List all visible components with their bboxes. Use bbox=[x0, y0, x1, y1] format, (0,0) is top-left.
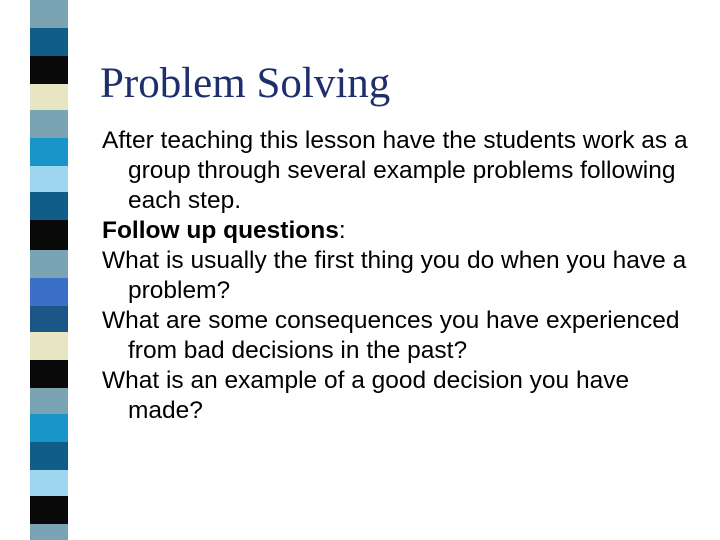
slide-title: Problem Solving bbox=[100, 60, 391, 107]
question-3: What is an example of a good decision you have made? bbox=[102, 367, 630, 424]
stripe-block bbox=[30, 524, 68, 540]
stripe-block bbox=[30, 414, 68, 442]
stripe-block bbox=[30, 496, 68, 524]
stripe-block bbox=[30, 110, 68, 138]
stripe-block bbox=[30, 138, 68, 166]
stripe-block bbox=[30, 442, 68, 470]
stripe-block bbox=[30, 220, 68, 250]
paragraph-follow-up-heading bbox=[102, 216, 702, 246]
stripe-block bbox=[30, 56, 68, 84]
stripe-block bbox=[30, 306, 68, 332]
stripe-block bbox=[30, 192, 68, 220]
stripe-block bbox=[30, 278, 68, 306]
stripe-block bbox=[30, 250, 68, 278]
stripe-block bbox=[30, 360, 68, 388]
stripe-block bbox=[30, 166, 68, 192]
stripe-block bbox=[30, 84, 68, 110]
stripe-block bbox=[30, 332, 68, 360]
slide-body bbox=[102, 126, 702, 426]
question-2: What are some consequences you have experienced from bad decisions in the past? bbox=[102, 307, 680, 364]
follow-up-heading-bold: Follow up questions bbox=[102, 217, 339, 244]
paragraph-intro: After teaching this lesson have the students work as a group through several example problems following each step. bbox=[102, 127, 688, 214]
decorative-color-stripe bbox=[30, 0, 68, 540]
question-1: What is usually the first thing you do when you have a problem? bbox=[102, 247, 687, 304]
stripe-block bbox=[30, 0, 68, 28]
stripe-block bbox=[30, 470, 68, 496]
stripe-block bbox=[30, 28, 68, 56]
follow-up-heading-colon: : bbox=[338, 217, 346, 244]
stripe-block bbox=[30, 388, 68, 414]
